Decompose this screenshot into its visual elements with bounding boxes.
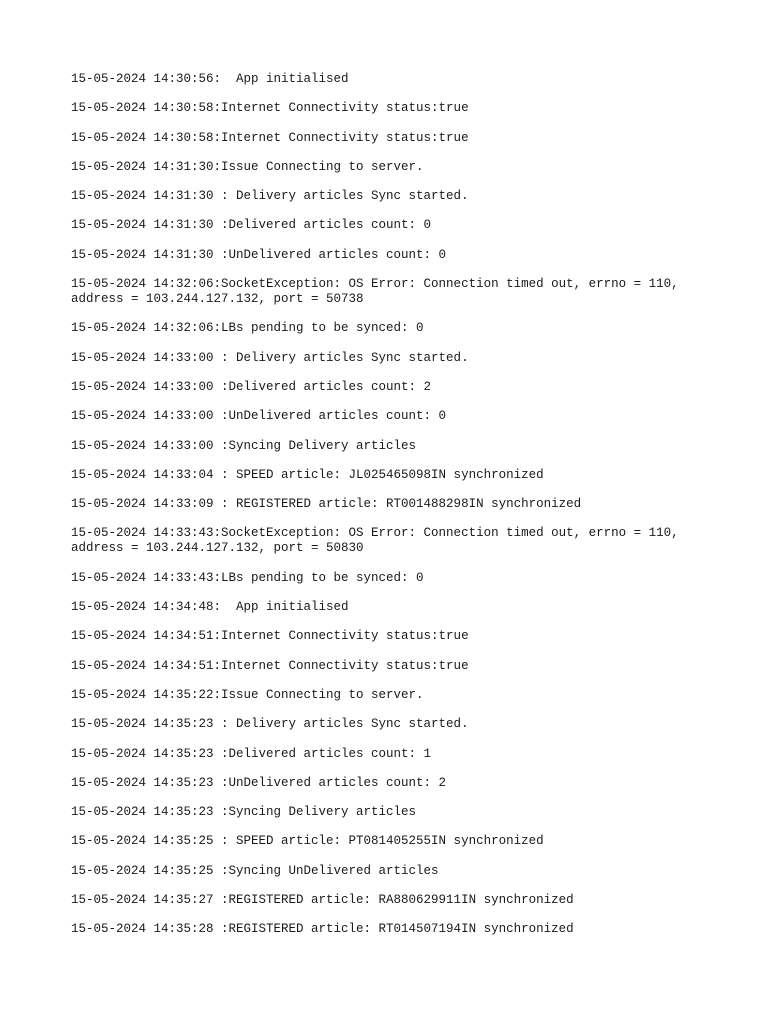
log-line: 15-05-2024 14:33:00 :UnDelivered articles count: 0 xyxy=(71,409,447,424)
log-line: 15-05-2024 14:34:51:Internet Connectivity status:true xyxy=(71,658,469,673)
log-line: 15-05-2024 14:35:27 :REGISTERED article: RA880629911IN synchronized xyxy=(71,893,574,908)
log-line: 15-05-2024 14:31:30 :Delivered articles count: 0 xyxy=(71,218,432,233)
log-line: 15-05-2024 14:30:56: App initialised xyxy=(71,72,349,86)
log-line: 15-05-2024 14:33:43:LBs pending to be synced: 0 xyxy=(71,570,424,585)
log-line: 15-05-2024 14:30:58:Internet Connectivity status:true xyxy=(71,130,469,145)
log-line: 15-05-2024 14:31:30 :UnDelivered articles count: 0 xyxy=(71,247,447,262)
log-line: 15-05-2024 14:35:25 :Syncing UnDelivered articles xyxy=(71,863,439,878)
log-line: 15-05-2024 14:34:48: App initialised xyxy=(71,600,349,615)
log-line: 15-05-2024 14:33:09 : REGISTERED article: RT001488298IN synchronized xyxy=(71,497,582,512)
log-line: 15-05-2024 14:31:30:Issue Connecting to server. xyxy=(71,159,424,174)
log-line: 15-05-2024 14:33:00 :Syncing Delivery articles xyxy=(71,438,417,453)
log-line: 15-05-2024 14:35:25 : SPEED article: PT081405255IN synchronized xyxy=(71,834,544,849)
log-line: 15-05-2024 14:33:00 : Delivery articles Sync started. xyxy=(71,350,469,365)
log-line: 15-05-2024 14:35:23 : Delivery articles Sync started. xyxy=(71,717,469,732)
log-line: 15-05-2024 14:35:23 :Syncing Delivery articles xyxy=(71,805,417,820)
log-line: 15-05-2024 14:30:58:Internet Connectivity status:true xyxy=(71,101,469,116)
log-line: 15-05-2024 14:35:22:Issue Connecting to server. xyxy=(71,687,424,702)
log-line: 15-05-2024 14:32:06:LBs pending to be synced: 0 xyxy=(71,321,424,336)
log-line: 15-05-2024 14:34:51:Internet Connectivity status:true xyxy=(71,629,469,644)
log-line: 15-05-2024 14:32:06:SocketException: OS Error: Connection timed out, errno = 110, address = 103.244.127.132, port = 50738 xyxy=(71,277,679,307)
log-line: 15-05-2024 14:35:23 :Delivered articles count: 1 xyxy=(71,746,432,761)
log-line: 15-05-2024 14:35:23 :UnDelivered articles count: 2 xyxy=(71,775,447,790)
log-line: 15-05-2024 14:33:43:SocketException: OS Error: Connection timed out, errno = 110, address = 103.244.127.132, port = 50830 xyxy=(71,526,679,556)
log-text xyxy=(71,72,711,952)
log-line: 15-05-2024 14:35:28 :REGISTERED article: RT014507194IN synchronized xyxy=(71,922,574,937)
log-line: 15-05-2024 14:33:04 : SPEED article: JL025465098IN synchronized xyxy=(71,467,544,482)
log-line: 15-05-2024 14:31:30 : Delivery articles Sync started. xyxy=(71,189,469,204)
log-line: 15-05-2024 14:33:00 :Delivered articles count: 2 xyxy=(71,379,432,394)
